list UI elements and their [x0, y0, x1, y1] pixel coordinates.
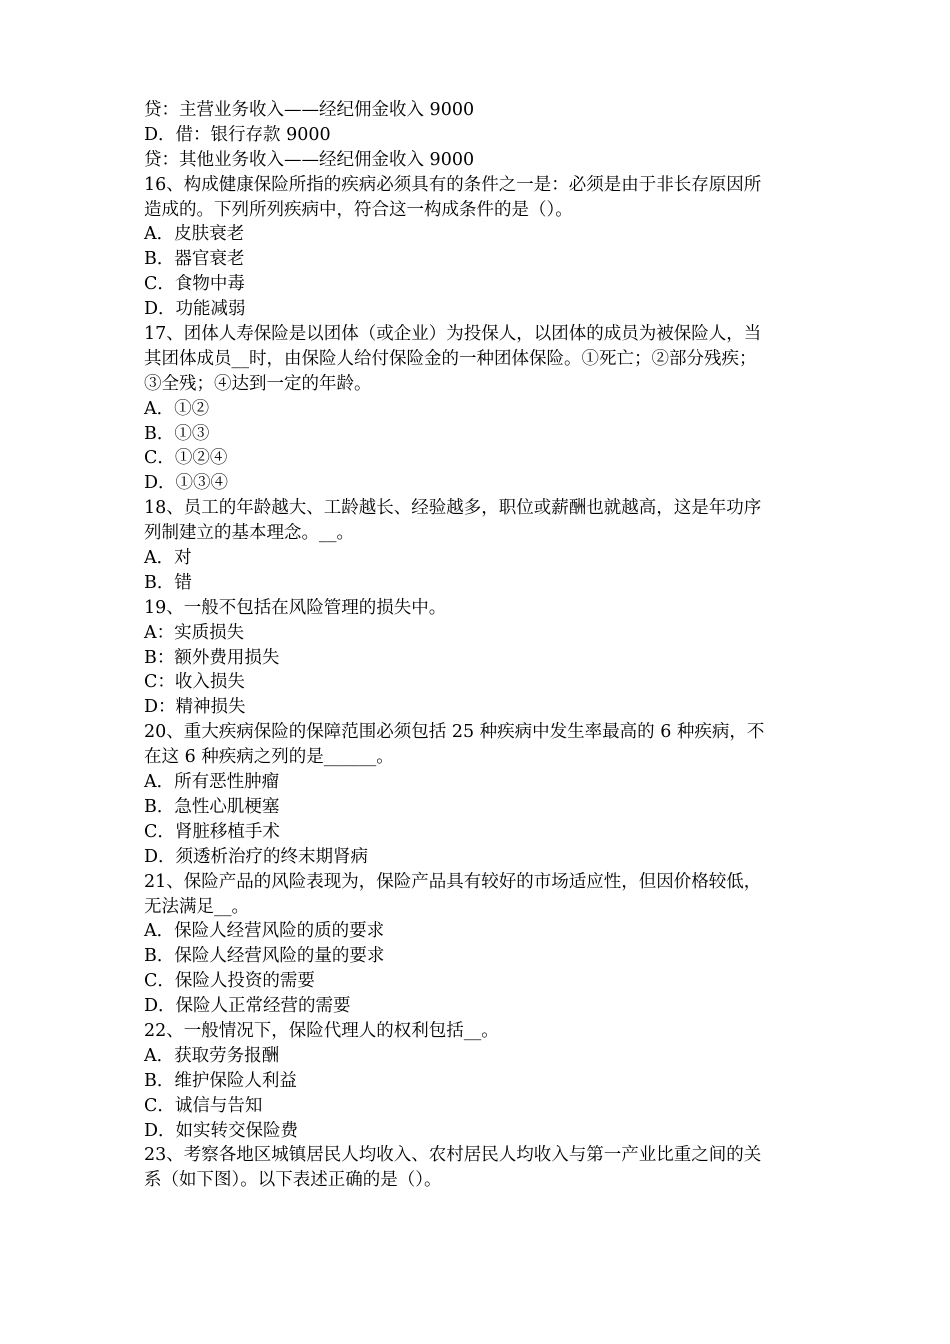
- question-20-option-d: D．须透析治疗的终末期肾病: [144, 846, 369, 867]
- question-19-option-a: A：实质损失: [144, 622, 245, 643]
- question-17-option-b: B．①③: [144, 423, 210, 444]
- question-21-text: 无法满足__。: [144, 896, 249, 917]
- document-page: [144, 98, 824, 1193]
- question-22-option-a: A．获取劳务报酬: [144, 1045, 280, 1066]
- question-20-option-a: A．所有恶性肿瘤: [144, 772, 280, 793]
- question-21-option-d: D．保险人正常经营的需要: [144, 996, 351, 1017]
- question-16-option-c: C．食物中毒: [144, 274, 245, 295]
- question-16-option-d: D．功能减弱: [144, 299, 246, 320]
- question-22-text: 22、一般情况下，保险代理人的权利包括__。: [144, 1020, 499, 1041]
- question-21-option-b: B．保险人经营风险的量的要求: [144, 946, 385, 967]
- question-22-option-b: B．维护保险人利益: [144, 1070, 297, 1091]
- question-21-option-a: A．保险人经营风险的质的要求: [144, 921, 385, 942]
- question-16-option-a: A．皮肤衰老: [144, 224, 245, 245]
- text-line: 贷：主营业务收入——经纪佣金收入 9000: [144, 100, 475, 120]
- question-17-text: 其团体成员__时，由保险人给付保险金的一种团体保险。①死亡；②部分残疾；: [144, 348, 757, 369]
- question-17-text: 17、团体人寿保险是以团体（或企业）为投保人，以团体的成员为被保险人，当: [144, 324, 762, 345]
- question-19-option-c: C：收入损失: [144, 672, 245, 693]
- question-21-text: 21、保险产品的风险表现为，保险产品具有较好的市场适应性，但因价格较低，: [144, 871, 762, 892]
- question-20-text: 在这 6 种疾病之列的是______。: [144, 747, 394, 768]
- question-20-option-c: C．肾脏移植手术: [144, 821, 280, 842]
- option-d-line: D．借：银行存款 9000: [144, 124, 331, 145]
- question-22-option-d: D．如实转交保险费: [144, 1120, 299, 1141]
- question-18-option-a: A．对: [144, 548, 192, 569]
- question-21-option-c: C．保险人投资的需要: [144, 971, 315, 992]
- question-16-text: 造成的。下列所列疾病中，符合这一构成条件的是（）。: [144, 199, 573, 220]
- question-18-text: 列制建立的基本理念。__。: [144, 523, 354, 544]
- question-20-option-b: B．急性心肌梗塞: [144, 796, 280, 817]
- question-16-text: 16、构成健康保险所指的疾病必须具有的条件之一是：必须是由于非长存原因所: [144, 174, 762, 195]
- question-17-option-a: A．①②: [144, 398, 210, 419]
- question-19-option-d: D：精神损失: [144, 697, 246, 718]
- question-23-text: 系（如下图）。以下表述正确的是（）。: [144, 1170, 442, 1191]
- question-22-option-c: C．诚信与告知: [144, 1095, 263, 1116]
- question-23-text: 23、考察各地区城镇居民人均收入、农村居民人均收入与第一产业比重之间的关: [144, 1145, 762, 1166]
- text-line: 贷：其他业务收入——经纪佣金收入 9000: [144, 149, 475, 170]
- question-18-option-b: B．错: [144, 572, 192, 593]
- question-18-text: 18、员工的年龄越大、工龄越长、经验越多，职位或薪酬也就越高，这是年功序: [144, 498, 762, 519]
- question-17-text: ③全残；④达到一定的年龄。: [144, 373, 372, 394]
- question-19-text: 19、一般不包括在风险管理的损失中。: [144, 597, 447, 618]
- question-16-option-b: B．器官衰老: [144, 249, 245, 270]
- question-19-option-b: B：额外费用损失: [144, 647, 280, 668]
- question-17-option-c: C．①②④: [144, 448, 228, 469]
- question-20-text: 20、重大疾病保险的保障范围必须包括 25 种疾病中发生率最高的 6 种疾病，不: [144, 722, 765, 743]
- question-17-option-d: D．①③④: [144, 473, 229, 494]
